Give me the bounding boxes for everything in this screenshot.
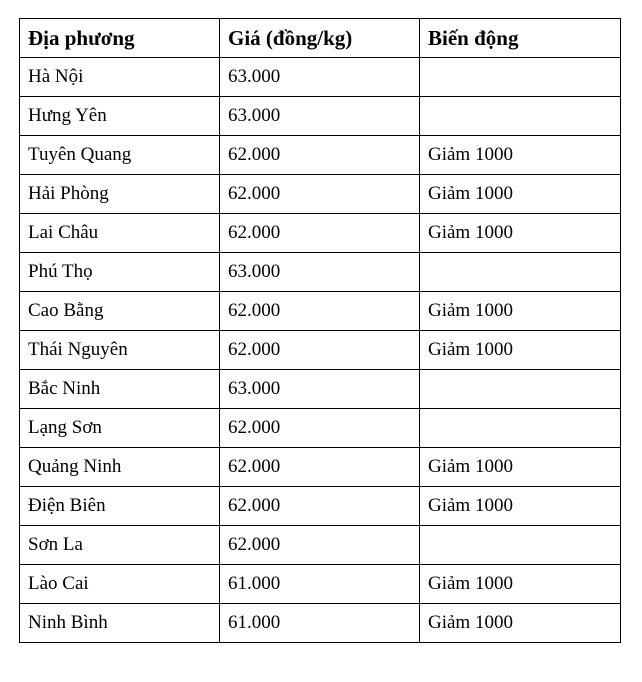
cell-change (420, 526, 621, 565)
cell-location: Lào Cai (20, 565, 220, 604)
cell-location: Hải Phòng (20, 175, 220, 214)
cell-location: Phú Thọ (20, 253, 220, 292)
cell-change (420, 409, 621, 448)
cell-price: 62.000 (220, 409, 420, 448)
cell-change (420, 370, 621, 409)
cell-location: Quảng Ninh (20, 448, 220, 487)
cell-price: 62.000 (220, 331, 420, 370)
table-row (20, 58, 621, 97)
cell-location: Hà Nội (20, 58, 220, 97)
cell-change (420, 58, 621, 97)
cell-price: 62.000 (220, 526, 420, 565)
cell-change: Giảm 1000 (420, 136, 621, 175)
cell-change: Giảm 1000 (420, 487, 621, 526)
cell-location: Cao Bằng (20, 292, 220, 331)
header-location: Địa phương (20, 19, 220, 58)
cell-location: Bắc Ninh (20, 370, 220, 409)
cell-price: 63.000 (220, 253, 420, 292)
header-price: Giá (đồng/kg) (220, 19, 420, 58)
table-row (20, 214, 621, 253)
cell-price: 63.000 (220, 370, 420, 409)
cell-location: Hưng Yên (20, 97, 220, 136)
price-table (19, 18, 621, 643)
cell-change: Giảm 1000 (420, 175, 621, 214)
cell-price: 62.000 (220, 175, 420, 214)
table-row (20, 565, 621, 604)
table-row (20, 448, 621, 487)
cell-location: Điện Biên (20, 487, 220, 526)
table-row (20, 604, 621, 643)
table-row (20, 370, 621, 409)
header-row (20, 19, 621, 58)
cell-price: 63.000 (220, 58, 420, 97)
cell-location: Lạng Sơn (20, 409, 220, 448)
cell-location: Thái Nguyên (20, 331, 220, 370)
table-body (20, 58, 621, 643)
cell-price: 62.000 (220, 448, 420, 487)
table-row (20, 526, 621, 565)
header-change: Biến động (420, 19, 621, 58)
cell-price: 61.000 (220, 604, 420, 643)
cell-change: Giảm 1000 (420, 448, 621, 487)
cell-change: Giảm 1000 (420, 565, 621, 604)
cell-change: Giảm 1000 (420, 331, 621, 370)
cell-price: 62.000 (220, 292, 420, 331)
cell-change (420, 97, 621, 136)
cell-location: Sơn La (20, 526, 220, 565)
table-row (20, 253, 621, 292)
cell-price: 61.000 (220, 565, 420, 604)
cell-price: 62.000 (220, 487, 420, 526)
cell-price: 62.000 (220, 214, 420, 253)
table-row (20, 136, 621, 175)
table-row (20, 175, 621, 214)
table-row (20, 409, 621, 448)
table-row (20, 487, 621, 526)
cell-change (420, 253, 621, 292)
cell-change: Giảm 1000 (420, 292, 621, 331)
cell-change: Giảm 1000 (420, 214, 621, 253)
table-header (20, 19, 621, 58)
cell-price: 62.000 (220, 136, 420, 175)
cell-location: Ninh Bình (20, 604, 220, 643)
table-row (20, 292, 621, 331)
table-row (20, 97, 621, 136)
table-row (20, 331, 621, 370)
cell-location: Lai Châu (20, 214, 220, 253)
cell-location: Tuyên Quang (20, 136, 220, 175)
cell-price: 63.000 (220, 97, 420, 136)
cell-change: Giảm 1000 (420, 604, 621, 643)
